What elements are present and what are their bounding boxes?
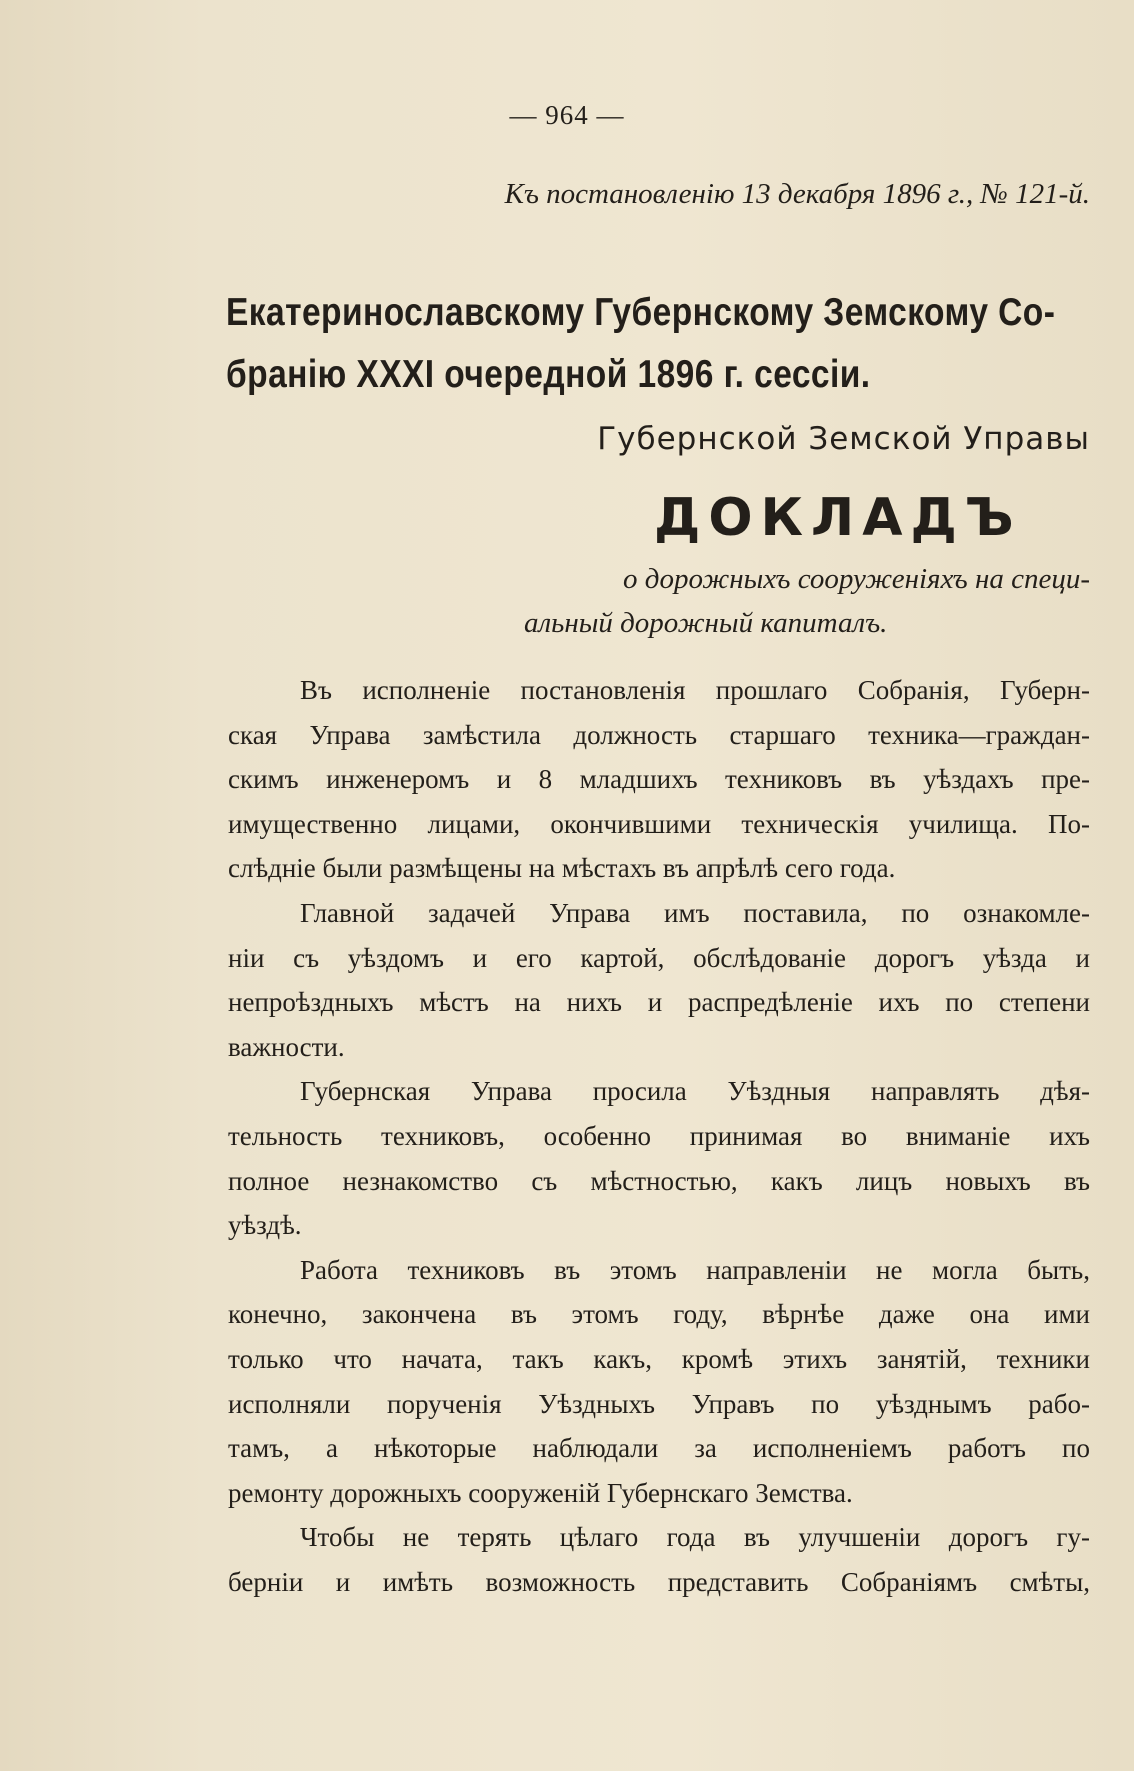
- heading-line-1: Екатеринославскому Губернскому Земскому Со-: [226, 291, 1056, 334]
- body-line: только что начата, такъ какъ, кромѣ этихъ занятій, техники: [228, 1343, 1090, 1374]
- body-line: ская Управа замѣстила должность старшаго техника—граждан-: [228, 719, 1090, 750]
- body-line: непроѣздныхъ мѣстъ на нихъ и распредѣленіе ихъ по степени: [228, 987, 1090, 1018]
- body-line: Въ исполненіе постановленія прошлаго Собранія, Губерн-: [300, 675, 1090, 705]
- body-line: Главной задачей Управа имъ поставила, по ознакомле-: [300, 897, 1090, 928]
- page-number: — 964 —: [509, 100, 625, 130]
- document-subtitle: [520, 557, 1090, 645]
- body-line: важности.: [228, 1031, 345, 1062]
- body-line: Работа техниковъ въ этомъ направленіи не могла быть,: [300, 1254, 1090, 1285]
- body-line: скимъ инженеромъ и 8 младшихъ техниковъ въ уѣздахъ пре-: [228, 764, 1090, 795]
- body-line: тамъ, а нѣкоторые наблюдали за исполненіемъ работъ по: [228, 1433, 1090, 1464]
- issuing-authority: Губернской Земской Управы: [597, 421, 1090, 457]
- body-line: конечно, закончена въ этомъ году, вѣрнѣе даже она ими: [228, 1299, 1090, 1330]
- body-line: уѣздѣ.: [228, 1210, 302, 1241]
- body-line: исполняли порученія Уѣздныхъ Управъ по уѣзднымъ рабо-: [228, 1388, 1090, 1419]
- body-text: [228, 668, 1090, 1604]
- body-line: ніи съ уѣздомъ и его картой, обслѣдованіе дорогъ уѣзда и: [228, 942, 1090, 973]
- document-title: ДОКЛАДЪ: [654, 488, 1022, 548]
- body-line: Губернская Управа просила Уѣздныя направлять дѣя-: [300, 1076, 1090, 1107]
- subtitle-line-1: о дорожныхъ сооруженіяхъ на специ-: [623, 563, 1090, 595]
- heading-line-2: бранію XXXI очередной 1896 г. сессіи.: [226, 353, 871, 396]
- body-line: Чтобы не терять цѣлаго года въ улучшеніи дорогъ гу-: [300, 1522, 1090, 1553]
- body-line: полное незнакомство съ мѣстностью, какъ лицъ новыхъ въ: [228, 1165, 1090, 1196]
- report-heading: [226, 282, 1095, 406]
- resolution-reference: Къ постановленію 13 декабря 1896 г., № 121-й.: [504, 178, 1090, 210]
- body-line: слѣдніе были размѣщены на мѣстахъ въ апрѣлѣ сего года.: [228, 853, 896, 884]
- body-line: имущественно лицами, окончившими техническія училища. По-: [228, 808, 1090, 839]
- body-line: тельность техниковъ, особенно принимая во вниманіе ихъ: [228, 1120, 1090, 1151]
- subtitle-line-2: альный дорожный капиталъ.: [524, 607, 888, 639]
- body-line: берніи и имѣть возможность представить Собраніямъ смѣты,: [228, 1566, 1090, 1597]
- body-line: ремонту дорожныхъ сооруженій Губернскаго Земства.: [228, 1477, 853, 1508]
